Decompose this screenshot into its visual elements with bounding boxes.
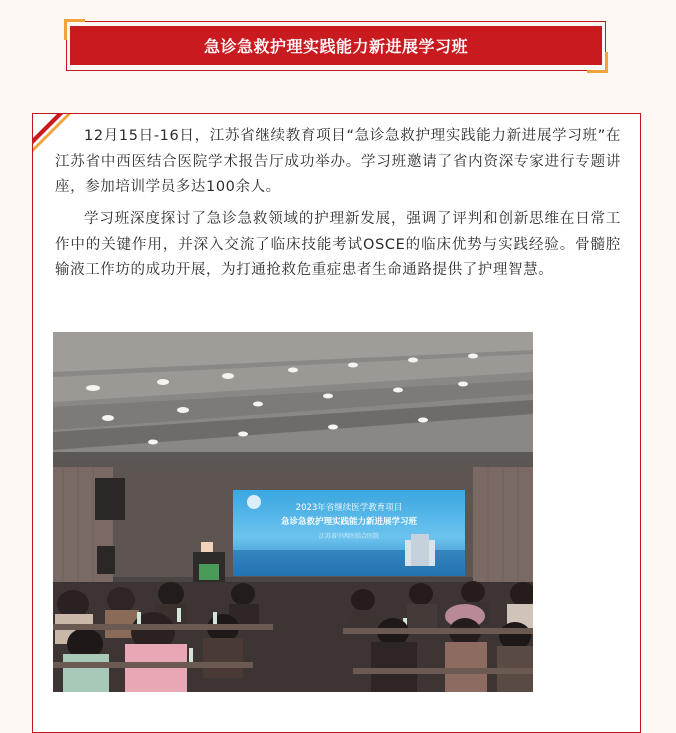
screen-text-line3: 江苏省中西医结合医院 bbox=[318, 533, 380, 540]
article-paragraph: 学习班深度探讨了急诊急救领域的护理新发展，强调了评判和创新思维在日常工作中的关键作用，并深入交流了临床技能考试OSCE的临床优势与实践经验。骨髓腔输液工作坊的成功开展，为打通抢救危重症患者生命通路提供了护理智慧。 bbox=[55, 211, 621, 279]
screen-text-line2: 急诊急救护理实践能力新进展学习班 bbox=[280, 517, 418, 527]
screen-text-line1: 2023年省继续医学教育项目 bbox=[295, 503, 403, 513]
article-content-card bbox=[32, 113, 641, 733]
lecture-hall-photo bbox=[53, 332, 533, 692]
title-corner-decoration bbox=[587, 52, 608, 73]
title-frame bbox=[66, 21, 606, 71]
article-title: 急诊急救护理实践能力新进展学习班 bbox=[70, 26, 602, 65]
article-paragraph: 12月15日-16日，江苏省继续教育项目“急诊急救护理实践能力新进展学习班”在江苏省中西医结合医院学术报告厅成功举办。学习班邀请了省内资深专家进行专题讲座，参加培训学员多达100余人。 bbox=[55, 128, 621, 196]
